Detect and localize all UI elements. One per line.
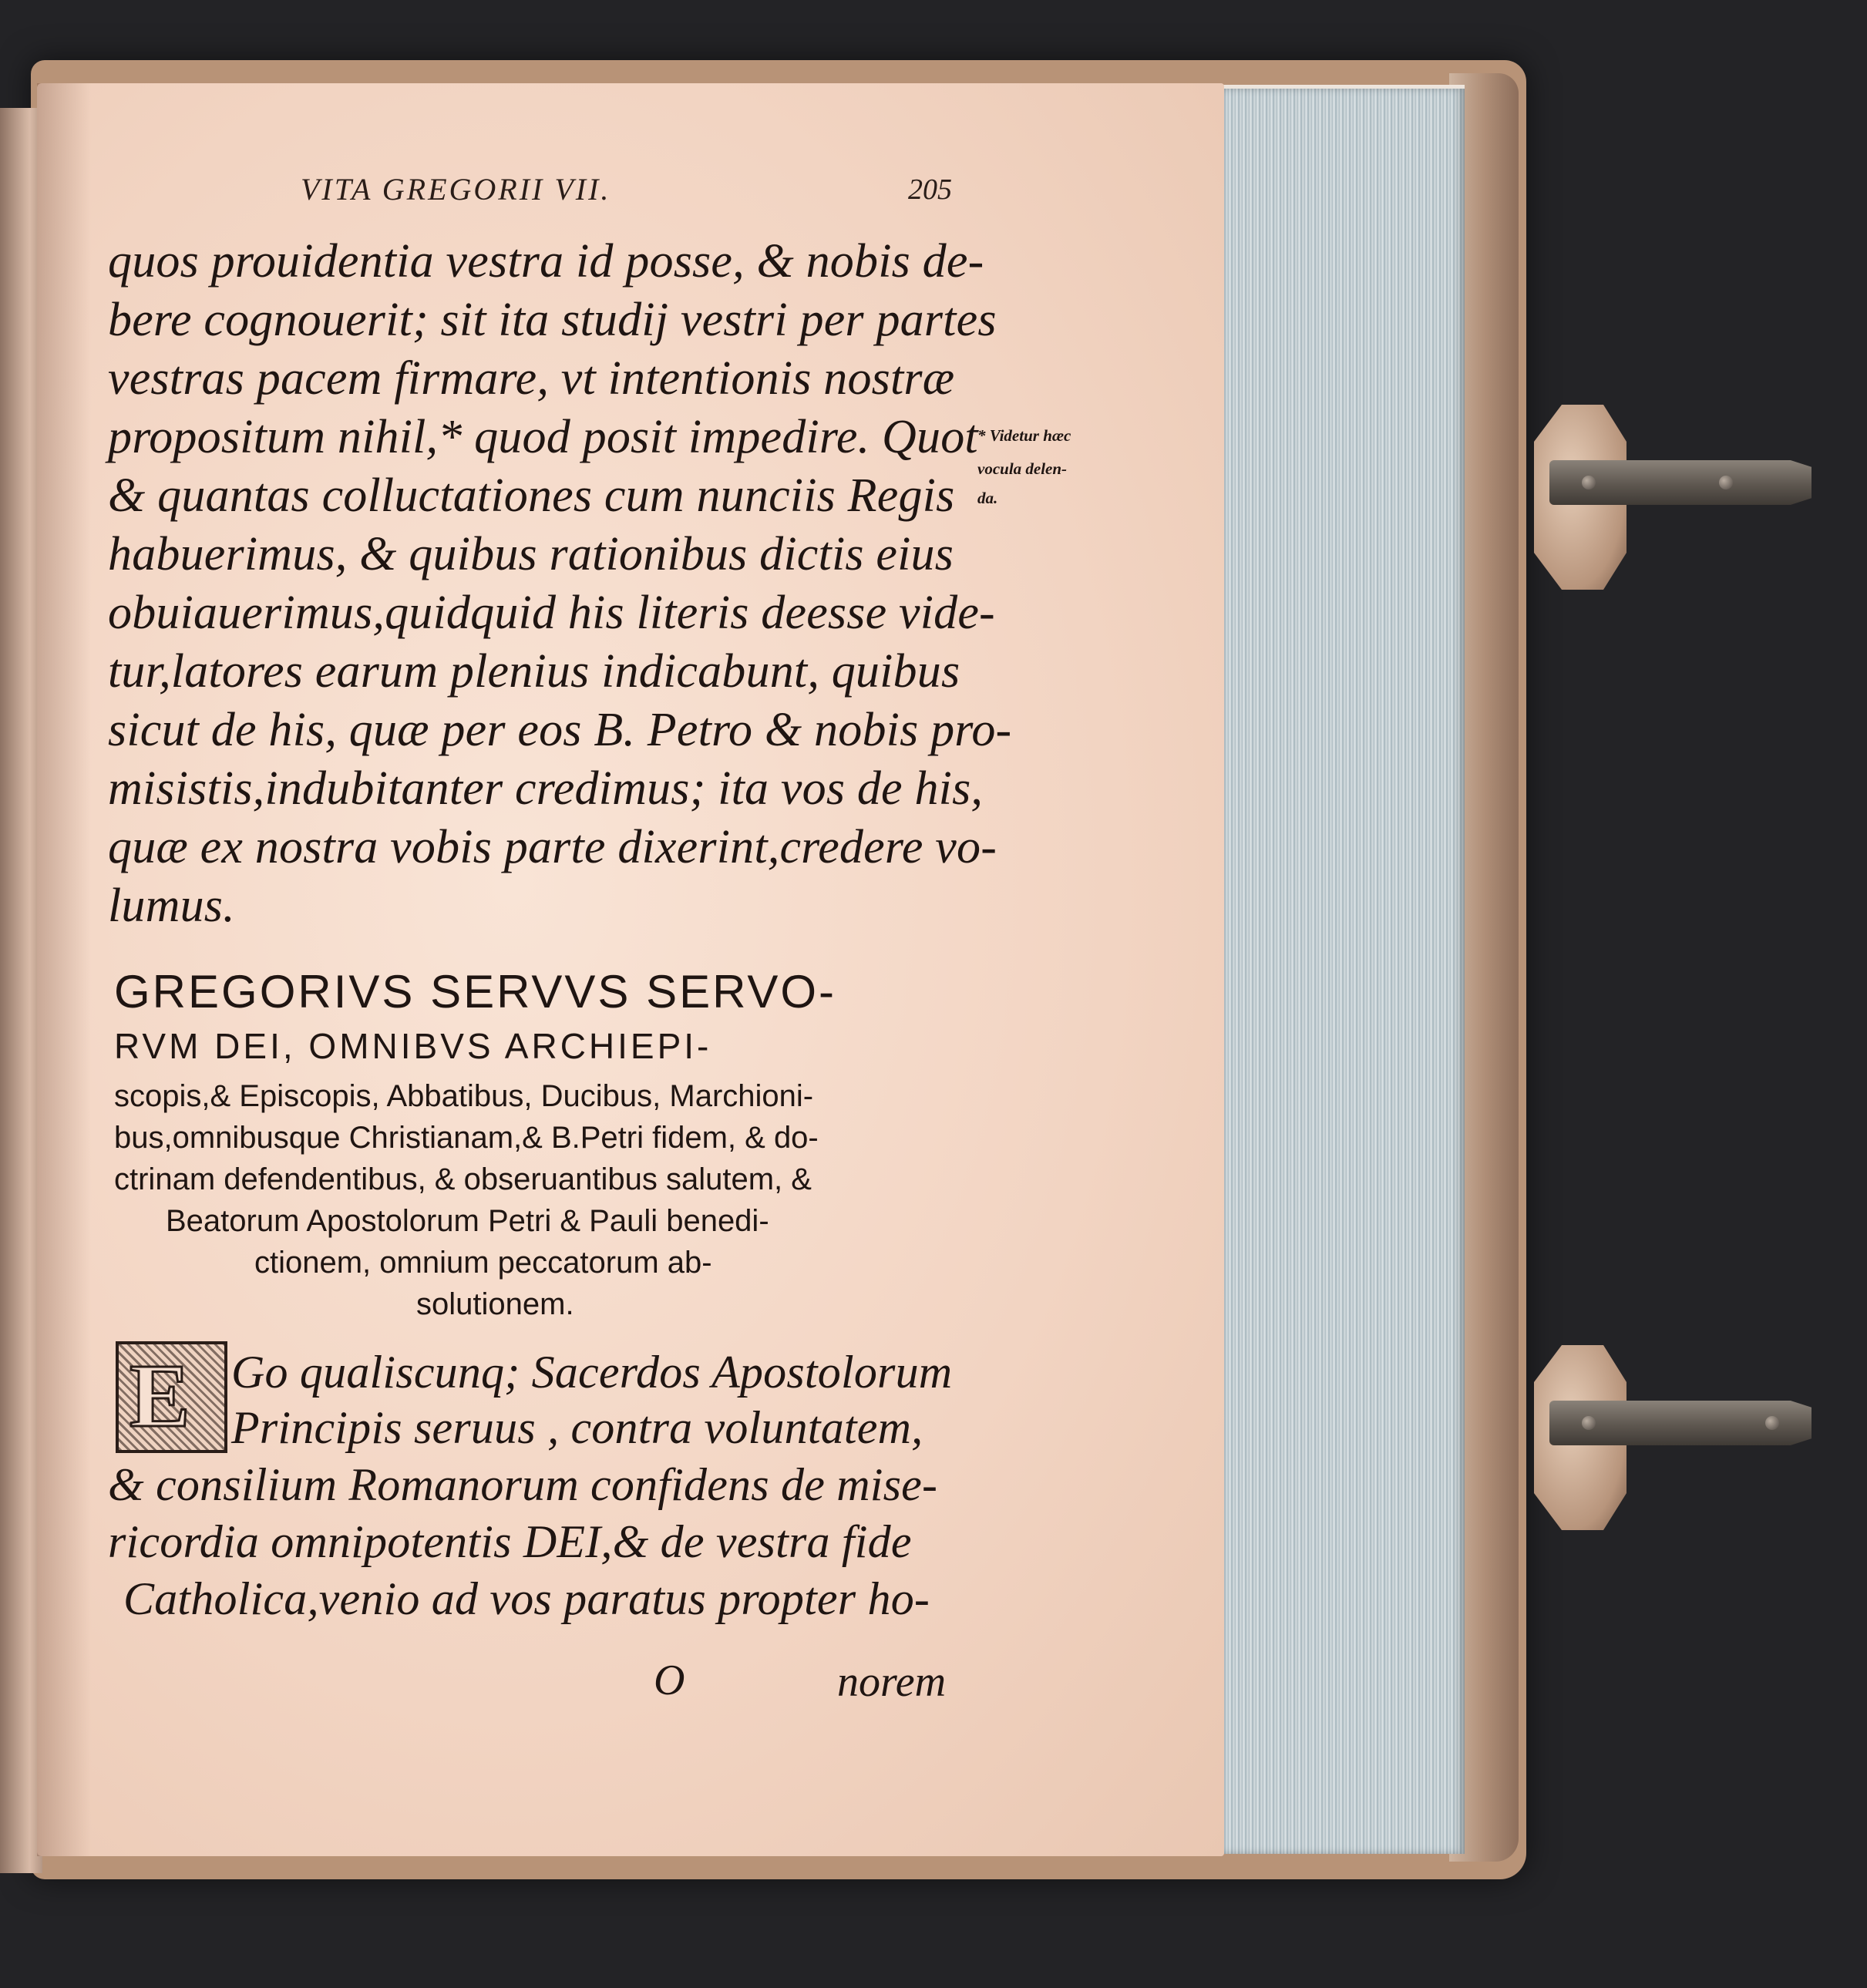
text-line: & consilium Romanorum confidens de mise- xyxy=(108,1459,938,1510)
text-line: sicut de his, quæ per eos B. Petro & nobis pro- xyxy=(108,704,1012,756)
signature-mark: O xyxy=(654,1657,685,1704)
text-line: bere cognouerit; sit ita studij vestri per partes xyxy=(108,294,997,346)
initial-letter: E xyxy=(130,1345,190,1446)
text-line: quæ ex nostra vobis parte dixerint,credere vo- xyxy=(108,821,997,873)
text-line: quos prouidentia vestra id posse, & nobis de- xyxy=(108,235,984,288)
text-line: vestras pacem firmare, vt intentionis nostræ xyxy=(108,352,955,405)
text-line: propositum nihil,* quod posit impedire. Quot xyxy=(108,411,978,463)
text-line: habuerimus, & quibus rationibus dictis eius xyxy=(108,528,954,580)
text-line: lumus. xyxy=(108,880,235,932)
page-number: 205 xyxy=(908,173,952,206)
marginal-note-line: vocula delen- xyxy=(977,459,1068,478)
text-line: obuiauerimus,quidquid his literis deesse vide- xyxy=(108,587,995,639)
clasp-rivet xyxy=(1719,476,1733,489)
heading-line: Beatorum Apostolorum Petri & Pauli benedi- xyxy=(166,1204,769,1238)
marginal-note-line: da. xyxy=(977,489,998,507)
text-line: tur,latores earum plenius indicabunt, quibus xyxy=(108,645,960,698)
text-line: ricordia omnipotentis DEI,& de vestra fide xyxy=(108,1516,912,1567)
heading-line: ctionem, omnium peccatorum ab- xyxy=(254,1246,712,1280)
heading-caps-line: RVM DEI, OMNIBVS ARCHIEPI- xyxy=(114,1026,712,1066)
heading-line: bus,omnibusque Christianam,& B.Petri fidem, & do- xyxy=(114,1121,819,1155)
heading-caps-line: GREGORIVS SERVVS SERVO- xyxy=(114,966,837,1018)
heading-line: ctrinam defendentibus, & obseruantibus salutem, & xyxy=(114,1162,812,1196)
clasp-rivet xyxy=(1582,476,1596,489)
heading-line: solutionem. xyxy=(416,1287,574,1321)
gutter-shadow xyxy=(37,83,91,1856)
lower-clasp xyxy=(1534,1353,1811,1445)
catchword: norem xyxy=(837,1658,947,1706)
upper-clasp xyxy=(1534,412,1811,505)
clasp-rivet xyxy=(1582,1416,1596,1430)
running-head: VITA GREGORII VII. xyxy=(301,172,611,207)
text-line: & quantas colluctationes cum nunciis Regis xyxy=(108,469,955,522)
text-line: Catholica,venio ad vos paratus propter ho- xyxy=(123,1573,930,1624)
page-block-fore-edge xyxy=(1222,89,1465,1854)
facing-page-edge xyxy=(0,108,42,1873)
clasp-rivet xyxy=(1765,1416,1779,1430)
marginal-note-line: * Videtur hæc xyxy=(977,426,1071,445)
text-line: Go qualiscunq; Sacerdos Apostolorum xyxy=(231,1347,953,1398)
text-line: misistis,indubitanter credimus; ita vos de his, xyxy=(108,762,984,815)
heading-line: scopis,& Episcopis, Abbatibus, Ducibus, Marchioni- xyxy=(114,1079,814,1113)
text-line: Principis seruus , contra voluntatem, xyxy=(231,1402,923,1453)
decorated-initial xyxy=(116,1341,227,1453)
